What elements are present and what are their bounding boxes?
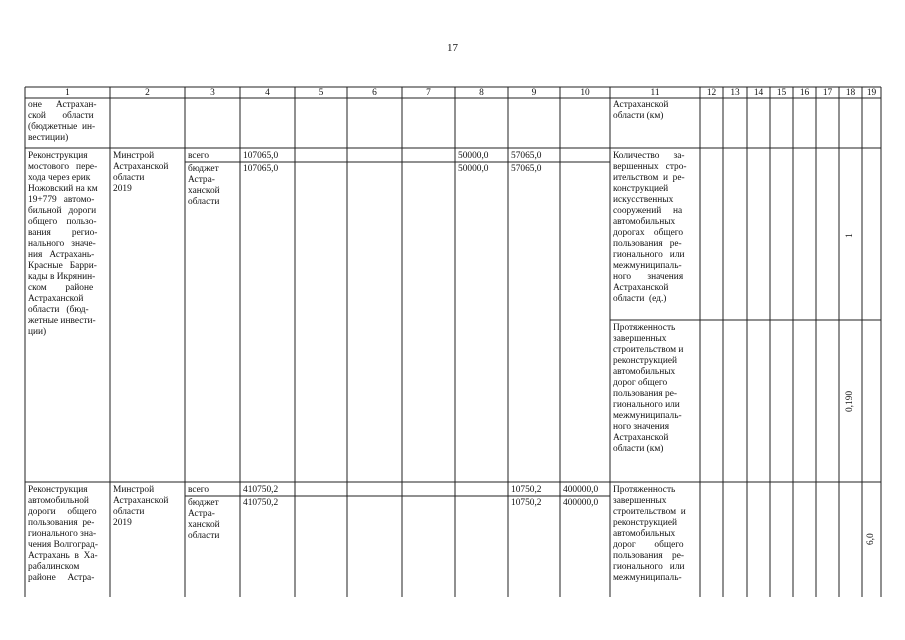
col-header-15: 15	[776, 88, 787, 98]
col-header-17: 17	[822, 88, 833, 98]
row-a-source-total: всего	[188, 151, 210, 161]
col-header-13: 13	[730, 88, 740, 98]
col-header-7: 7	[426, 88, 431, 98]
col-header-5: 5	[318, 88, 324, 98]
col-header-14: 14	[753, 88, 764, 98]
row-b-col9-budget: 10750,2	[511, 498, 542, 508]
row-b-col4-total: 410750,2	[243, 485, 279, 495]
col-header-12: 12	[706, 88, 717, 98]
row-a-indicator-count: Количество за- вершенных стро- ительством и ре- конструкцией искусственных сооружений на автомобильных дорогах общего пользования ре- гионального или межмуниципаль- ного значения Астраханской области (ед.)	[613, 151, 687, 304]
row-a-executor-cell: Минстрой Астраханской области 2019	[113, 151, 169, 194]
col-header-4: 4	[265, 88, 270, 98]
row-b-col10-budget: 400000,0	[563, 498, 599, 508]
col-header-1: 1	[65, 88, 70, 98]
row-a-indicator-length: Протяженность завершенных строительством и реконструкцией автомобильных дорог общего пользования ре- гионального или межмуниципаль- ного значения Астраханской области (км)	[613, 323, 684, 454]
row-a-col8-total: 50000,0	[458, 151, 489, 161]
row-a-col4-budget: 107065,0	[243, 164, 279, 174]
row-b-indicator-length: Протяженность завершенных строительством и реконструкцией автомобильных дорог общего пользования ре- гионального или межмуниципаль-	[613, 485, 686, 583]
row-b-col9-total: 10750,2	[511, 485, 542, 495]
row-a-col9-total: 57065,0	[511, 151, 542, 161]
row-a-col18-length: 0,190	[845, 390, 855, 412]
prev-row-name-cell: оне Астрахан- ской области (бюджетные ин- вестиции)	[28, 100, 97, 143]
row-a-name-cell: Реконструкция мостового пере- хода через ерик Ножовский на км 19+779 автомо- бильной дороги общего пользо- вания регио- нального значе- ния Астрахань- Красные Барри- кады в Икрянин- ском районе Астраханской области (бюд- жетные инвести- ции)	[28, 151, 98, 337]
row-a-col4-total: 107065,0	[243, 151, 279, 161]
row-b-col10-total: 400000,0	[563, 485, 599, 495]
row-a-col18-count: 1	[845, 233, 855, 238]
col-header-11: 11	[650, 88, 660, 98]
row-b-source-budget: бюджет Астра- ханской области	[188, 498, 220, 541]
col-header-9: 9	[531, 88, 537, 98]
row-a-col9-budget: 57065,0	[511, 164, 542, 174]
col-header-2: 2	[145, 88, 150, 98]
prev-row-indicator-cell: Астраханской области (км)	[613, 100, 669, 121]
row-b-executor-cell: Минстрой Астраханской области 2019	[113, 485, 169, 528]
col-header-6: 6	[372, 88, 377, 98]
col-header-16: 16	[799, 88, 810, 98]
col-header-10: 10	[580, 88, 590, 98]
col-header-8: 8	[479, 88, 484, 98]
row-a-col8-budget: 50000,0	[458, 164, 489, 174]
row-b-col19-length: 6,0	[866, 533, 876, 545]
col-header-19: 19	[866, 88, 877, 98]
row-b-name-cell: Реконструкция автомобильной дороги общего пользования ре- гионального зна- чения Волгоград- Астрахань в Ха- рабалинском районе Астра-	[28, 485, 98, 583]
col-header-18: 18	[845, 88, 856, 98]
page-number: 17	[447, 42, 458, 54]
row-a-source-budget: бюджет Астра- ханской области	[188, 164, 220, 207]
row-b-col4-budget: 410750,2	[243, 498, 279, 508]
row-b-source-total: всего	[188, 485, 210, 495]
col-header-3: 3	[210, 88, 215, 98]
